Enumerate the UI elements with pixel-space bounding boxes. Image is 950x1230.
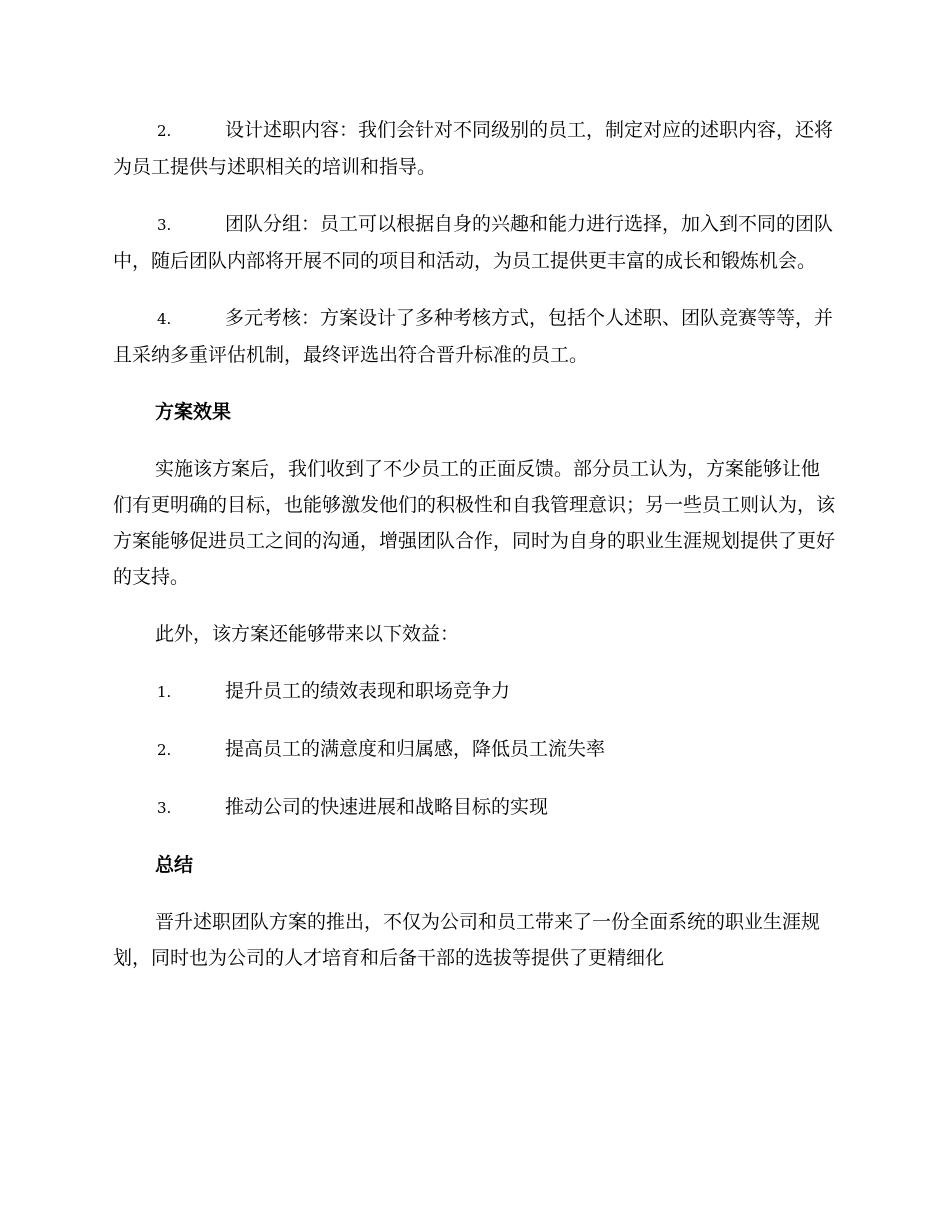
list-number: 3.	[157, 216, 172, 234]
effect-paragraph-feedback: 实施该方案后，我们收到了不少员工的正面反馈。部分员工认为，方案能够让他们有更明确的目标，也能够激发他们的积极性和自我管理意识；另一些员工则认为，该方案能够促进员工之间的沟通，增强团队合作，同时为自身的职业生涯规划提供了更好的支持。	[113, 458, 836, 588]
summary-paragraph: 晋升述职团队方案的推出，不仅为公司和员工带来了一份全面系统的职业生涯规划，同时也为公司的人才培育和后备干部的选拔等提供了更精细化	[113, 911, 821, 969]
list-number: 2.	[157, 122, 172, 140]
list-item	[113, 112, 835, 185]
section-heading-effect: 方案效果	[155, 401, 232, 423]
list-item	[113, 300, 835, 373]
document-body	[113, 112, 835, 997]
benefit-list-item	[113, 673, 835, 710]
list-item	[113, 206, 835, 279]
list-number: 3.	[157, 799, 172, 817]
list-number: 4.	[157, 310, 172, 328]
list-item-text: 设计述职内容：我们会针对不同级别的员工，制定对应的述职内容，还将为员工提供与述职相关的培训和指导。	[113, 119, 834, 178]
list-item-text: 团队分组：员工可以根据自身的兴趣和能力进行选择，加入到不同的团队中，随后团队内部将开展不同的项目和活动，为员工提供更丰富的成长和锻炼机会。	[113, 213, 834, 272]
list-item-text: 提升员工的绩效表现和职场竞争力	[225, 680, 511, 702]
list-item-text: 提高员工的满意度和归属感，降低员工流失率	[225, 738, 606, 760]
list-item-text: 推动公司的快速进展和战略目标的实现	[225, 796, 549, 818]
effect-paragraph-benefits-intro: 此外，该方案还能够带来以下效益：	[155, 623, 460, 645]
list-number: 1.	[157, 683, 172, 701]
list-item-text: 多元考核：方案设计了多种考核方式，包括个人述职、团队竞赛等等，并且采纳多重评估机制，最终评选出符合晋升标准的员工。	[113, 307, 834, 366]
benefit-list-item	[113, 789, 835, 826]
section-heading-summary: 总结	[155, 854, 194, 876]
benefit-list-item	[113, 731, 835, 768]
list-number: 2.	[157, 741, 172, 759]
